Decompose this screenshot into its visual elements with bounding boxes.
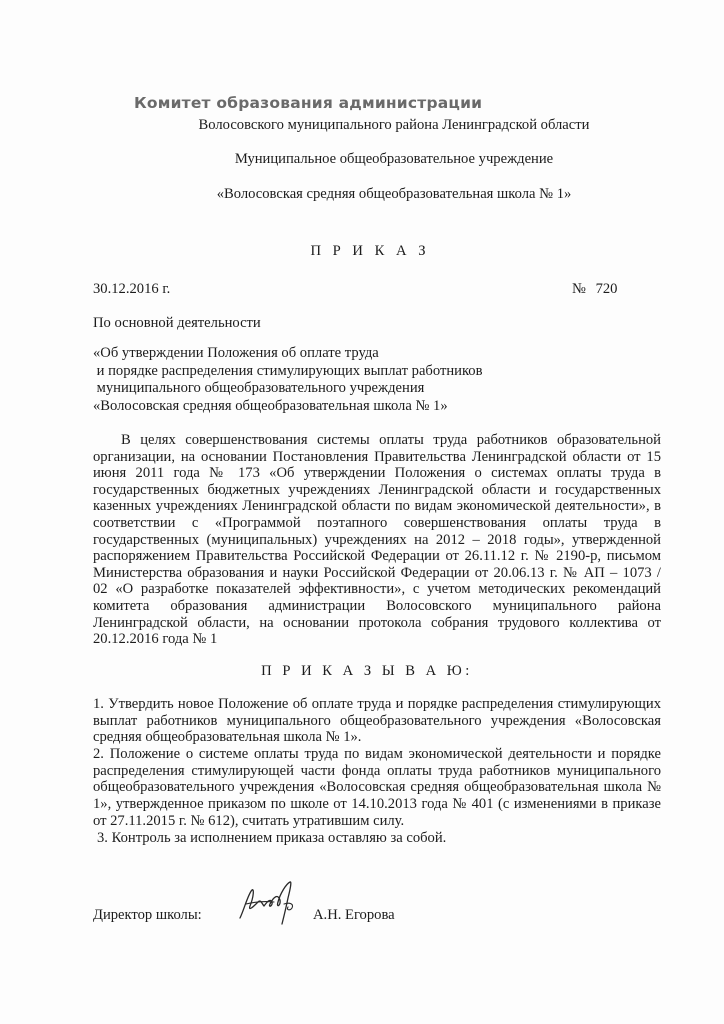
preamble-line: государственных (муниципальных) учреждениях на 2012 – 2018 годы», утвержденной <box>93 531 661 548</box>
item-line: распределения стимулирующей части фонда оплаты труда работников муниципального <box>93 762 661 779</box>
item-line: 1. Утвердить новое Положение об оплате труда и порядке распределения стимулирующих <box>93 696 661 712</box>
director-name: А.Н. Егорова <box>313 907 395 923</box>
preamble-line: соответствии с «Программой поэтапного совершенствования оплаты труда в <box>93 514 661 531</box>
subject-line: муниципального общеобразовательного учреждения <box>93 380 425 396</box>
order-subject <box>93 345 482 415</box>
subject-line: «Волосовская средняя общеобразовательная школа № 1» <box>93 397 448 414</box>
item-line: 3. Контроль за исполнением приказа оставляю за собой. <box>97 829 447 846</box>
item-line: 2. Положение о системе оплаты труда по видам экономической деятельности и порядке <box>93 746 661 763</box>
institution-type-heading: Муниципальное общеобразовательное учреждение <box>234 151 554 167</box>
preamble-line: В целях совершенствования системы оплаты труда работников образовательной <box>121 432 661 448</box>
subject-line: и порядке распределения стимулирующих выплат работников <box>93 362 483 379</box>
preamble-line: июня 2011 года № 173 «Об утверждении Положения о системах оплаты труда в <box>93 465 661 482</box>
director-position: Директор школы: <box>93 907 202 923</box>
preamble-line: организации, на основании Постановления Правительства Ленинградской области от 15 <box>93 448 661 465</box>
item-line: от 27.11.2015 г. № 612), считать утратившим силу. <box>93 812 405 829</box>
preamble-line: 20.12.2016 года № 1 <box>93 631 218 648</box>
preamble-line: казенных учреждениях Ленинградской области по видам экономической деятельности», в <box>93 498 661 515</box>
preamble-line: государственных бюджетных учреждениях Ленинградской области и государственных <box>93 481 661 498</box>
order-word-heading: П Р И К А З Ы В А Ю: <box>261 663 473 679</box>
handwritten-signature <box>234 880 308 930</box>
school-name-heading: «Волосовская средняя общеобразовательная школа № 1» <box>216 186 572 202</box>
item-line: общеобразовательного учреждения «Волосовская средняя общеобразовательная школа № <box>93 779 661 796</box>
order-date: 30.12.2016 г. <box>93 281 171 297</box>
subject-line: «Об утверждении Положения об оплате труда <box>93 345 379 361</box>
preamble-line: 02 «О разработке показателей эффективности», с учетом методических рекомендаций <box>93 581 661 598</box>
preamble-line: Министерства образования и науки Российской Федерации от 20.06.13 г. № АП – 1073 / <box>93 564 661 581</box>
item-line: средняя общеобразовательная школа № 1». <box>93 729 362 746</box>
committee-heading: Комитет образования администрации <box>134 94 483 112</box>
order-number: № 720 <box>572 281 618 297</box>
district-heading: Волосовского муниципального района Ленинградской области <box>198 117 590 133</box>
order-items <box>93 696 661 846</box>
order-title: П Р И К А З <box>310 243 430 259</box>
preamble-line: распоряжением Правительства Российской Федерации от 26.11.12 г. № 2190-р, письмом <box>93 548 661 565</box>
item-line: выплат работников муниципального общеобразовательного учреждения «Волосовская <box>93 712 661 729</box>
item-line: 1», утвержденное приказом по школе от 14.10.2013 года № 401 (с изменениями в приказе <box>93 796 661 813</box>
preamble-paragraph <box>93 432 661 648</box>
preamble-line: комитета образования администрации Волосовского муниципального района <box>93 597 661 614</box>
preamble-line: Ленинградской области, на основании протокола собрания трудового коллектива от <box>93 614 661 631</box>
activity-type: По основной деятельности <box>93 315 261 331</box>
